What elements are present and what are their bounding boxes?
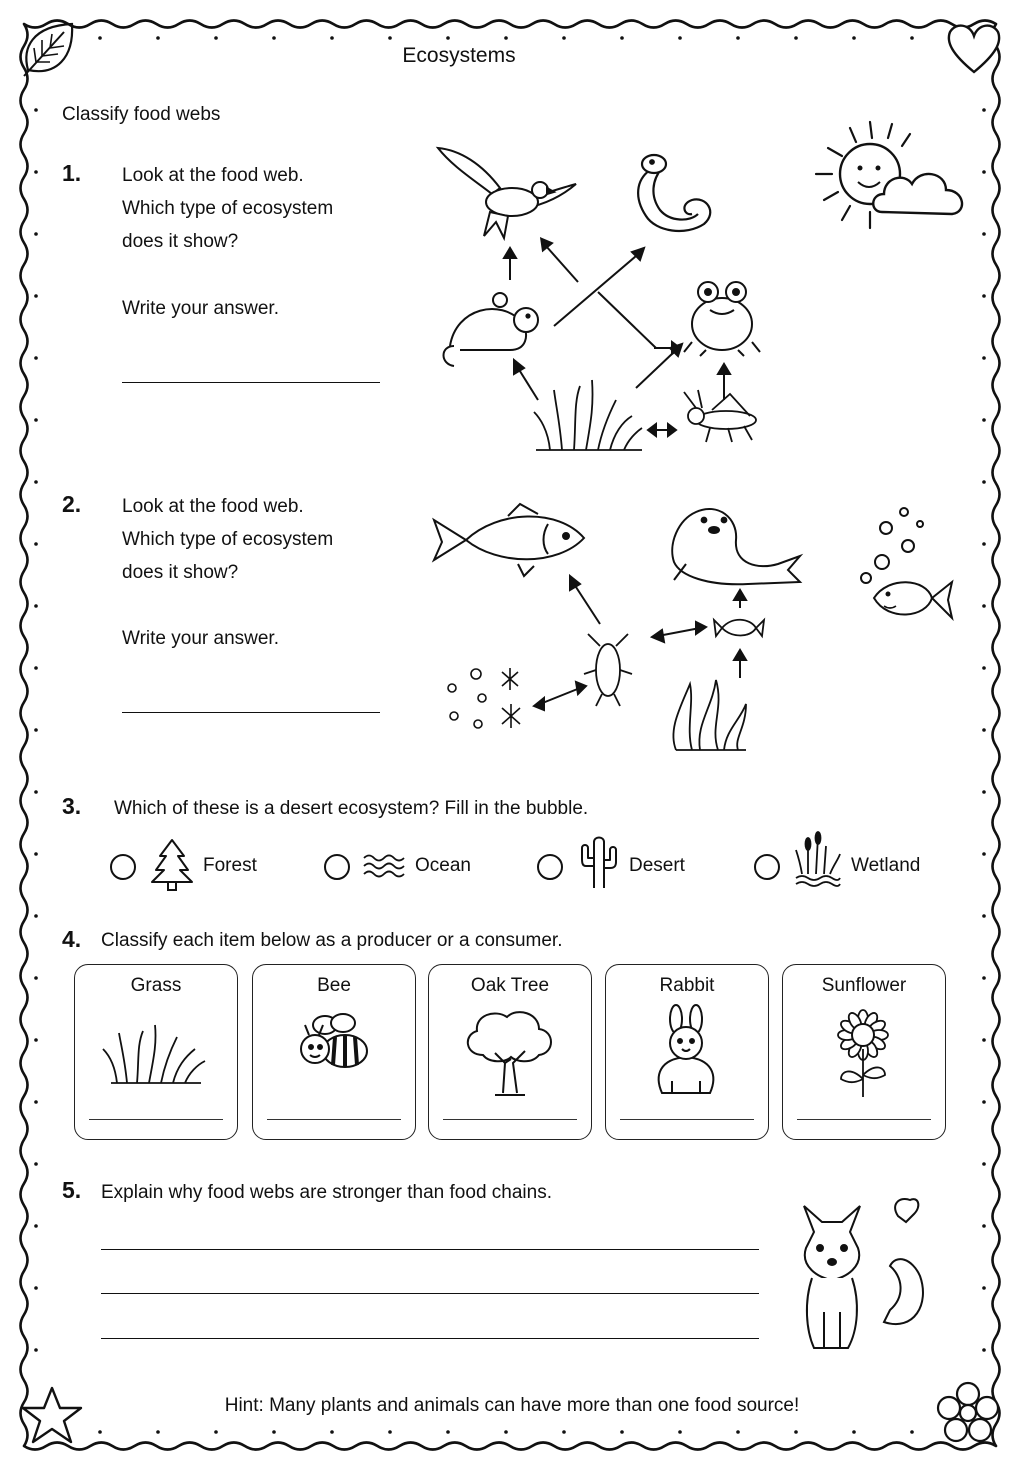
bee-icon [279,1005,389,1089]
cactus-icon [578,836,620,890]
seaweed-icon [673,680,746,750]
question-2-text [122,490,333,589]
question-2-line-2: Which type of ecosystem [122,529,334,550]
hint-text: Hint: Many plants and animals can have more than one food source! [224,1395,800,1416]
classify-card-bee [252,964,416,1140]
question-1-text [122,159,333,258]
plankton-icon [448,668,520,728]
waves-icon [362,852,406,880]
classify-card-grass [74,964,238,1140]
question-1-number: 1. [62,160,82,186]
question-3-prompt: Which of these is a desert ecosystem? Fill in the bubble. [114,798,589,819]
pine-tree-icon [150,838,194,890]
question-5-answer-line-1[interactable] [101,1249,759,1250]
eagle-icon [438,148,576,238]
question-2-line-1: Look at the food web. [122,496,304,517]
question-1-line-2: Which type of ecosystem [122,198,334,219]
question-1-line-3: does it show? [122,231,239,252]
land-food-web-diagram [430,140,790,460]
question-5-prompt: Explain why food webs are stronger than food chains. [101,1182,552,1203]
card-answer-line-sunflower[interactable] [797,1119,931,1120]
snake-icon [638,155,710,231]
classify-card-rabbit [605,964,769,1140]
card-label-grass: Grass [130,975,182,996]
sun-cloud-icon [808,116,972,236]
question-2-line-3: does it show? [122,562,239,583]
option-forest-label: Forest [203,855,257,876]
card-answer-line-bee[interactable] [267,1119,401,1120]
grasshopper-icon [684,390,756,442]
card-label-rabbit: Rabbit [659,975,715,996]
fox-icon [784,1192,944,1360]
classify-card-sunflower [782,964,946,1140]
seal-icon [672,509,800,584]
question-1-line-1: Look at the food web. [122,165,304,186]
question-5-number: 5. [62,1177,82,1203]
card-answer-line-grass[interactable] [89,1119,223,1120]
question-4-number: 4. [62,926,82,952]
question-3-number: 3. [62,793,82,819]
page-title: Ecosystems [402,44,516,67]
frog-icon [684,282,760,356]
reeds-icon [794,832,842,890]
question-2-instruction: Write your answer. [122,628,279,649]
ocean-food-web-diagram [428,494,818,756]
grass-clump-icon [534,380,642,450]
mouse-icon [444,293,539,366]
small-fish-icon [714,620,764,636]
question-1-instruction: Write your answer. [122,298,279,319]
question-4-prompt: Classify each item below as a producer or a consumer. [101,930,563,951]
heart-icon [944,20,1004,76]
card-label-sunflower: Sunflower [821,975,907,996]
question-2-number: 2. [62,491,82,517]
fish-icon [434,504,584,576]
oak-tree-icon [455,1005,565,1097]
card-answer-line-oak-tree[interactable] [443,1119,577,1120]
card-label-bee: Bee [317,975,351,996]
rabbit-icon [632,1005,742,1097]
option-forest-bubble[interactable] [110,854,136,880]
question-5-answer-line-3[interactable] [101,1338,759,1339]
page-subtitle: Classify food webs [62,104,221,125]
grass-icon [101,1005,211,1089]
card-label-oak-tree: Oak Tree [470,975,550,996]
question-1-answer-line[interactable] [122,382,380,383]
option-desert-bubble[interactable] [537,854,563,880]
question-5-answer-line-2[interactable] [101,1293,759,1294]
option-ocean-label: Ocean [415,855,471,876]
card-answer-line-rabbit[interactable] [620,1119,754,1120]
classify-card-oak-tree [428,964,592,1140]
bubbles-fish-icon [854,498,964,638]
option-wetland-label: Wetland [851,855,921,876]
krill-icon [584,634,632,706]
option-wetland-bubble[interactable] [754,854,780,880]
option-ocean-bubble[interactable] [324,854,350,880]
sunflower-icon [809,1005,919,1099]
option-desert-label: Desert [629,855,685,876]
question-2-answer-line[interactable] [122,712,380,713]
